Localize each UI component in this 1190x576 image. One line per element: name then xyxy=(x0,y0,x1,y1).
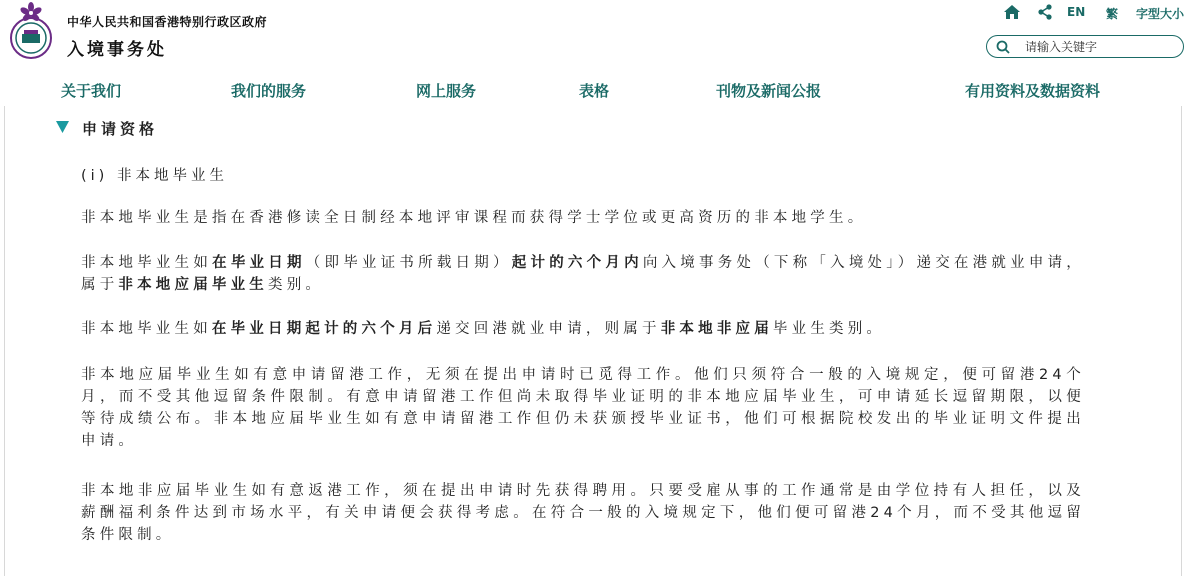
paragraph-text: 非本地非应届毕业生如有意返港工作，须在提出申请时先获得聘用。只要受雇从事的工作通常是由学位持有人担任，以及薪酬福利条件达到市场水平，有关申请便会获得考虑。在符合一般的入境规定下，他们便可留港24个月，而不受其他逗留条件限制。 xyxy=(81,483,1085,543)
paragraph-non-fresh-graduates xyxy=(81,318,1085,340)
hk-emblem-icon[interactable] xyxy=(8,2,54,60)
section-subtitle: (i) 非本地毕业生 xyxy=(81,168,228,184)
search-input[interactable] xyxy=(1025,38,1175,55)
site-header xyxy=(0,0,1190,70)
department-name[interactable]: 入境事务处 xyxy=(67,40,167,60)
nav-online-services[interactable]: 网上服务 xyxy=(416,82,477,100)
text-run: 类别。 xyxy=(268,277,325,293)
text-run: 非本地毕业生如 xyxy=(81,321,212,337)
government-name: 中华人民共和国香港特别行政区政府 xyxy=(67,15,268,29)
paragraph-text: 非本地毕业生是指在香港修读全日制经本地评审课程而获得学士学位或更高资历的非本地学生。 xyxy=(81,210,867,226)
nav-our-services[interactable]: 我们的服务 xyxy=(231,82,307,100)
paragraph-fresh-graduates xyxy=(81,252,1085,296)
bold-run: 在毕业日期起计的六个月后 xyxy=(211,321,437,337)
nav-useful-information[interactable]: 有用资料及数据资料 xyxy=(965,82,1101,100)
text-run: 递交回港就业申请，则属于 xyxy=(436,321,661,337)
bold-run: 起计的六个月内 xyxy=(511,255,643,271)
english-link[interactable]: EN xyxy=(1067,5,1086,19)
paragraph-non-fresh-conditions xyxy=(81,480,1085,546)
bold-run: 在毕业日期 xyxy=(212,255,306,271)
paragraph-fresh-graduate-conditions xyxy=(81,364,1085,452)
text-run: 毕业生类别。 xyxy=(772,321,886,337)
share-icon[interactable] xyxy=(1036,3,1054,21)
nav-about-us[interactable]: 关于我们 xyxy=(61,82,122,100)
paragraph-definition xyxy=(81,207,1085,229)
font-size-link[interactable]: 字型大小 xyxy=(1136,7,1185,21)
nav-forms[interactable]: 表格 xyxy=(579,82,610,100)
nav-publications-press[interactable]: 刊物及新闻公报 xyxy=(716,82,822,100)
text-run: 向入境事务处（下称「入境处」）递交在港就业申请，属于 xyxy=(81,255,1085,293)
bold-run: 非本地非应届 xyxy=(660,321,773,337)
section-title: 申请资格 xyxy=(82,120,159,138)
top-utility-links xyxy=(1000,3,1190,23)
main-navigation xyxy=(0,80,1190,104)
paragraph-text: 非本地应届毕业生如有意申请留港工作，无须在提出申请时已觅得工作。他们只须符合一般的入境规定，便可留港24个月，而不受其他逗留条件限制。有意申请留港工作但尚未取得毕业证明的非本地应届毕业生，可申请延长逗留期限，以便等待成绩公布。非本地应届毕业生如有意申请留港工作但仍未获颁授毕业证书，他们可根据院校发出的毕业证明文件提出申请。 xyxy=(81,367,1085,449)
search-icon[interactable] xyxy=(996,40,1010,54)
triangle-down-icon xyxy=(56,121,69,133)
text-run: （即毕业证书所载日期） xyxy=(305,255,512,271)
text-run: 非本地毕业生如 xyxy=(81,255,213,271)
search-box xyxy=(986,35,1184,58)
traditional-chinese-link[interactable]: 繁 xyxy=(1106,7,1119,21)
bold-run: 非本地应届毕业生 xyxy=(118,277,269,293)
home-icon[interactable] xyxy=(1002,3,1022,21)
